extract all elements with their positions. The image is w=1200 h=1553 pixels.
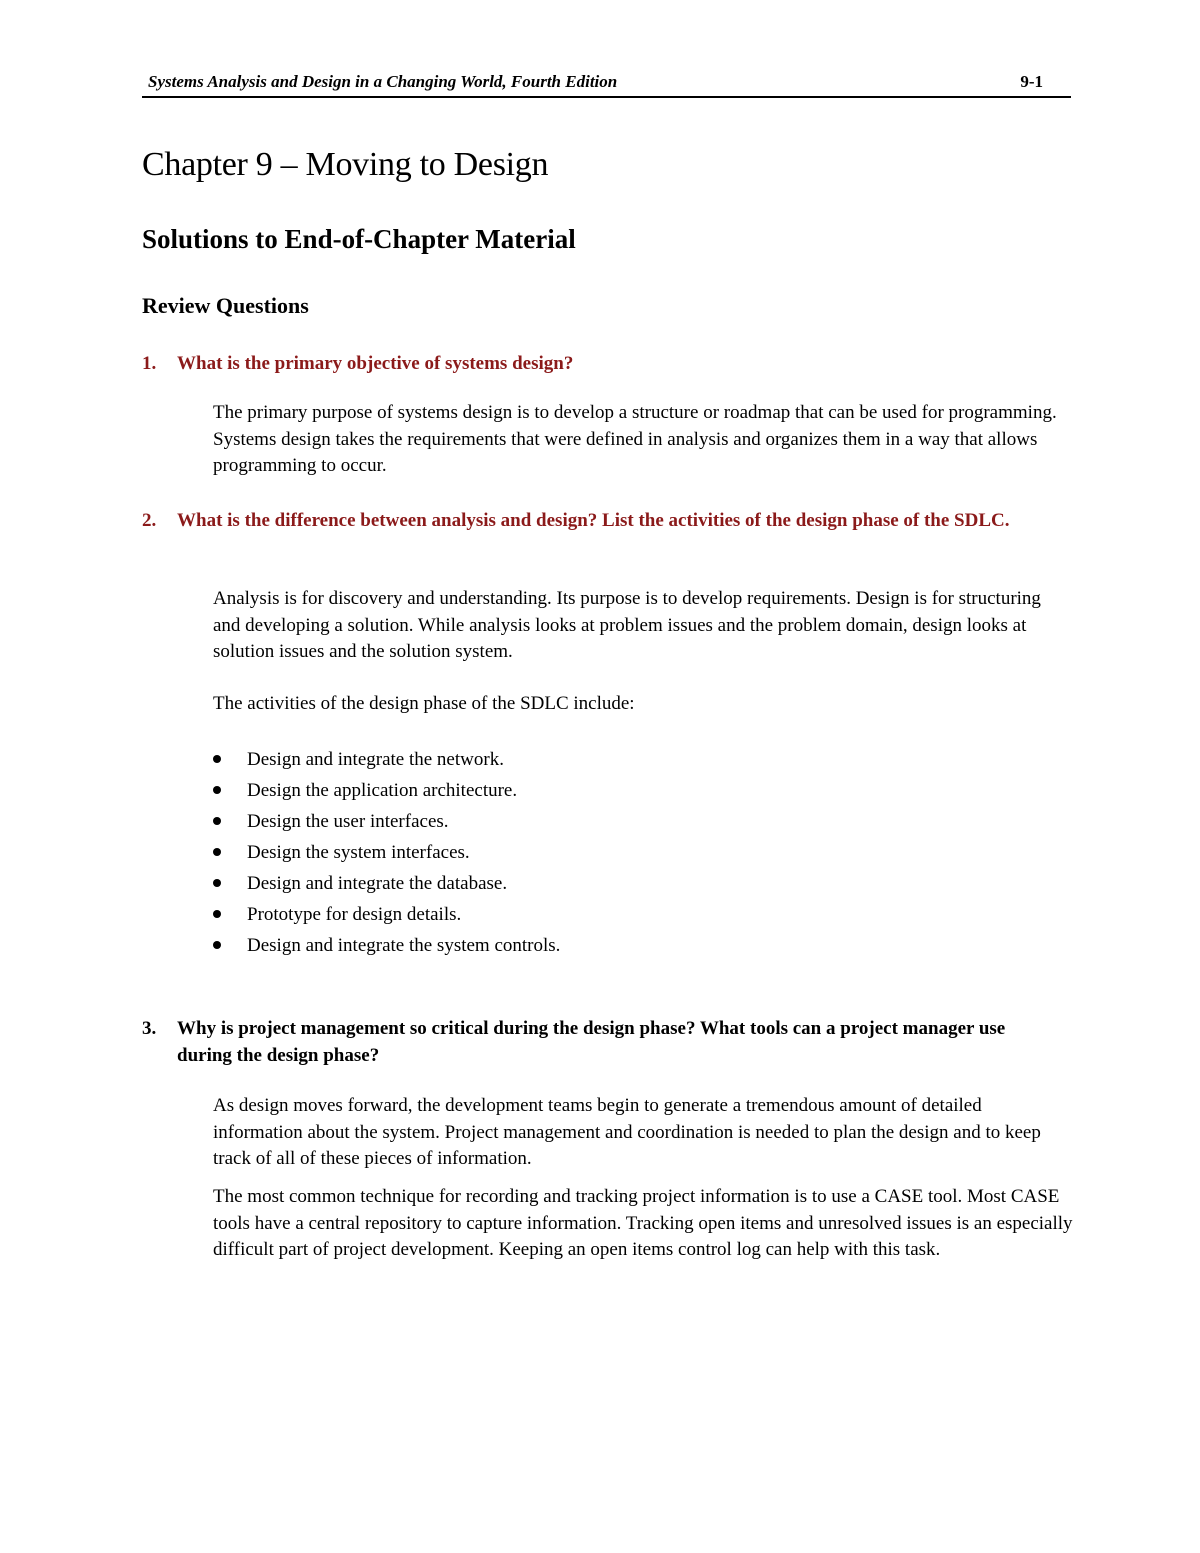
question-number: 1.: [142, 353, 157, 374]
page-number: 9-1: [1020, 72, 1043, 91]
answer-2-paragraph-1: Analysis is for discovery and understanding. Its purpose is to develop requirements. Design is for structuring and developing a solution. While analysis looks at problem issues and the problem domain, design looks at solution issues and the solution system.: [213, 588, 1041, 662]
list-item-text: Design the application architecture.: [247, 780, 518, 801]
question-2: [142, 507, 1022, 534]
design-activities-list: [213, 744, 1033, 961]
list-item-text: Design and integrate the network.: [247, 749, 504, 770]
question-number: 2.: [142, 510, 157, 531]
answer-3-paragraph-1: As design moves forward, the development teams begin to generate a tremendous amount of detailed information about the system. Project management and coordination is needed to plan the design and to keep track of all of these pieces of information.: [213, 1095, 1041, 1169]
question-text: Why is project management so critical during the design phase? What tools can a project manager use during the design phase?: [177, 1018, 1006, 1066]
bullet-icon: [213, 879, 221, 887]
bullet-icon: [213, 786, 221, 794]
bullet-icon: [213, 848, 221, 856]
answer-2-paragraph-2: The activities of the design phase of the SDLC include:: [213, 693, 635, 714]
answer-3-paragraph-2: The most common technique for recording and tracking project information is to use a CASE tool. Most CASE tools have a central repository to capture information. Tracking open items and unresolved issues is an especially difficult part of project development. Keeping an open items control log can help with this task.: [213, 1186, 1073, 1260]
list-item-text: Design the user interfaces.: [247, 811, 449, 832]
list-item: [213, 930, 1033, 961]
list-item-text: Design and integrate the database.: [247, 873, 508, 894]
answer-1-paragraph: The primary purpose of systems design is to develop a structure or roadmap that can be used for programming. Systems design takes the requirements that were defined in analysis and organizes them in a way that allows programming to occur.: [213, 402, 1057, 476]
bullet-icon: [213, 755, 221, 763]
list-item-text: Prototype for design details.: [247, 904, 462, 925]
question-1: [142, 350, 1042, 377]
list-item-text: Design and integrate the system controls.: [247, 935, 561, 956]
list-item: [213, 775, 1033, 806]
question-3: [142, 1015, 1022, 1069]
list-item: [213, 868, 1033, 899]
question-text: What is the primary objective of systems design?: [177, 353, 574, 374]
bullet-icon: [213, 910, 221, 918]
list-item-text: Design the system interfaces.: [247, 842, 470, 863]
bullet-icon: [213, 817, 221, 825]
list-item: [213, 806, 1033, 837]
book-title: Systems Analysis and Design in a Changing World, Fourth Edition: [148, 72, 618, 91]
running-header: [142, 70, 1071, 98]
list-item: [213, 837, 1033, 868]
question-text: What is the difference between analysis and design? List the activities of the design phase of the SDLC.: [177, 510, 1010, 531]
list-item: [213, 899, 1033, 930]
chapter-title: Chapter 9 – Moving to Design: [142, 146, 549, 183]
bullet-icon: [213, 941, 221, 949]
section-title: Solutions to End-of-Chapter Material: [142, 224, 576, 254]
list-item: [213, 744, 1033, 775]
question-number: 3.: [142, 1018, 157, 1039]
subsection-title: Review Questions: [142, 293, 309, 318]
